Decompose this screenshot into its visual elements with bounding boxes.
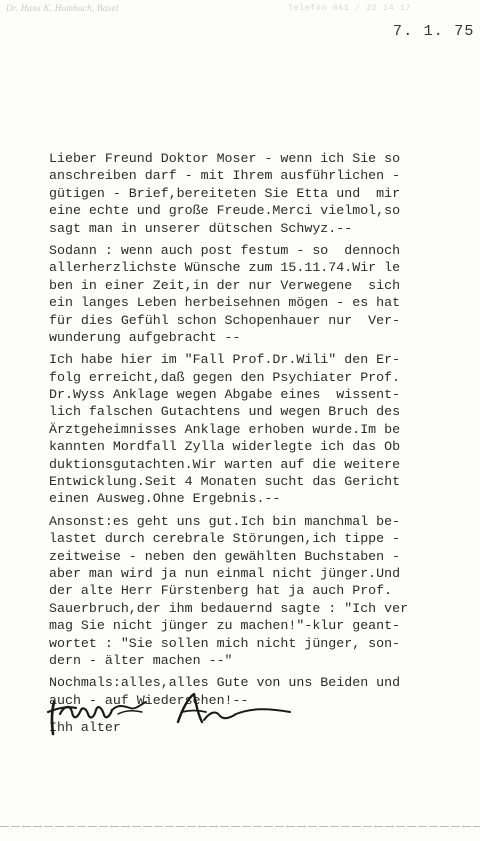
text-line: wortet : "Sie sollen mich nicht jünger, son-	[49, 635, 401, 651]
letter-body	[49, 150, 461, 737]
text-line: Nochmals:alles,alles Gute von uns Beiden und	[49, 675, 401, 691]
text-line: Ärztgeheimnisses Anklage erhoben wurde.Im be	[49, 421, 401, 437]
signature-stroke	[178, 694, 202, 722]
text-line: für dies Gefühl schon Schopenhauer nur Ver-	[49, 312, 401, 328]
text-line: Ich habe hier im "Fall Prof.Dr.Wili" den Er-	[49, 352, 401, 368]
text-line: aber man wird ja nun einmal nicht jünger.Und	[49, 565, 401, 581]
text-line: ben in einer Zeit,in der nur Verwegene sich	[49, 277, 401, 293]
paragraph-case	[49, 351, 461, 508]
signature-stroke	[204, 709, 290, 720]
text-line: eine echte und große Freude.Merci vielmol,so	[49, 203, 401, 219]
text-line: Lieber Freund Doktor Moser - wenn ich Sie so	[49, 151, 401, 166]
handwritten-signature	[46, 688, 296, 740]
closing-text: Ihh alter	[49, 720, 121, 736]
text-line: mag Sie nicht jünger zu machen!"-klur geant-	[49, 618, 401, 634]
text-line: einen Ausweg.Ohne Ergebnis.--	[49, 491, 281, 507]
text-line: wunderung aufgebracht --	[49, 329, 241, 345]
letter-date: 7. 1. 75	[393, 23, 475, 40]
text-line: der alte Herr Fürstenberg hat ja auch Prof.	[49, 583, 393, 599]
text-line: auch - auf Wiedersehen!--	[49, 692, 249, 708]
signature-stroke	[118, 711, 142, 714]
signature-stroke	[52, 702, 54, 734]
text-line: lich falschen Gutachtens und wegen Bruch des	[49, 404, 401, 420]
text-line: anschreiben darf - mit Ihrem ausführlichen -	[49, 168, 401, 184]
text-line: sagt man in unserer dütschen Schwyz.--	[49, 220, 353, 236]
text-line: allerherzlichste Wünsche zum 15.11.74.Wir le	[49, 260, 401, 276]
page-bottom-rule	[0, 826, 480, 827]
signature-stroke	[112, 702, 146, 710]
text-line: duktionsgutachten.Wir warten auf die weitere	[49, 456, 401, 472]
paragraph-wishes	[49, 242, 461, 346]
text-line: Entwicklung.Seit 4 Monaten sucht das Gericht	[49, 474, 401, 490]
text-line: Ansonst:es geht uns gut.Ich bin manchmal be-	[49, 513, 401, 529]
text-line: Sauerbruch,der ihm bedauernd sagte : "Ich ver	[49, 600, 409, 616]
text-line: ein langes Leben herbeisehnen mögen - es hat	[49, 295, 401, 311]
text-line: dern - älter machen --"	[49, 652, 233, 668]
text-line: Sodann : wenn auch post festum - so dennoch	[49, 242, 401, 258]
paragraph-personal	[49, 513, 461, 670]
text-line: kannten Mordfall Zylla widerlegte ich das Ob	[49, 439, 401, 455]
text-line: gütigen - Brief,bereiteten Sie Etta und mir	[49, 185, 401, 201]
text-line: Dr.Wyss Anklage wegen Abgabe eines wissent-	[49, 387, 401, 403]
letterhead-faint-text: Dr. Hans K. Humbach, Basel	[6, 3, 119, 13]
paragraph-greeting	[49, 150, 461, 237]
text-line: lastet durch cerebrale Störungen,ich tippe -	[49, 531, 401, 547]
letterhead-faint-contact: Telefon 061 / 22 14 17	[288, 4, 412, 13]
text-line: zeitweise - neben den gewählten Buchstaben -	[49, 548, 401, 564]
signature-stroke	[60, 707, 112, 718]
signature-stroke	[182, 711, 206, 713]
text-line: folg erreicht,daß gegen den Psychiater Prof.	[49, 369, 401, 385]
